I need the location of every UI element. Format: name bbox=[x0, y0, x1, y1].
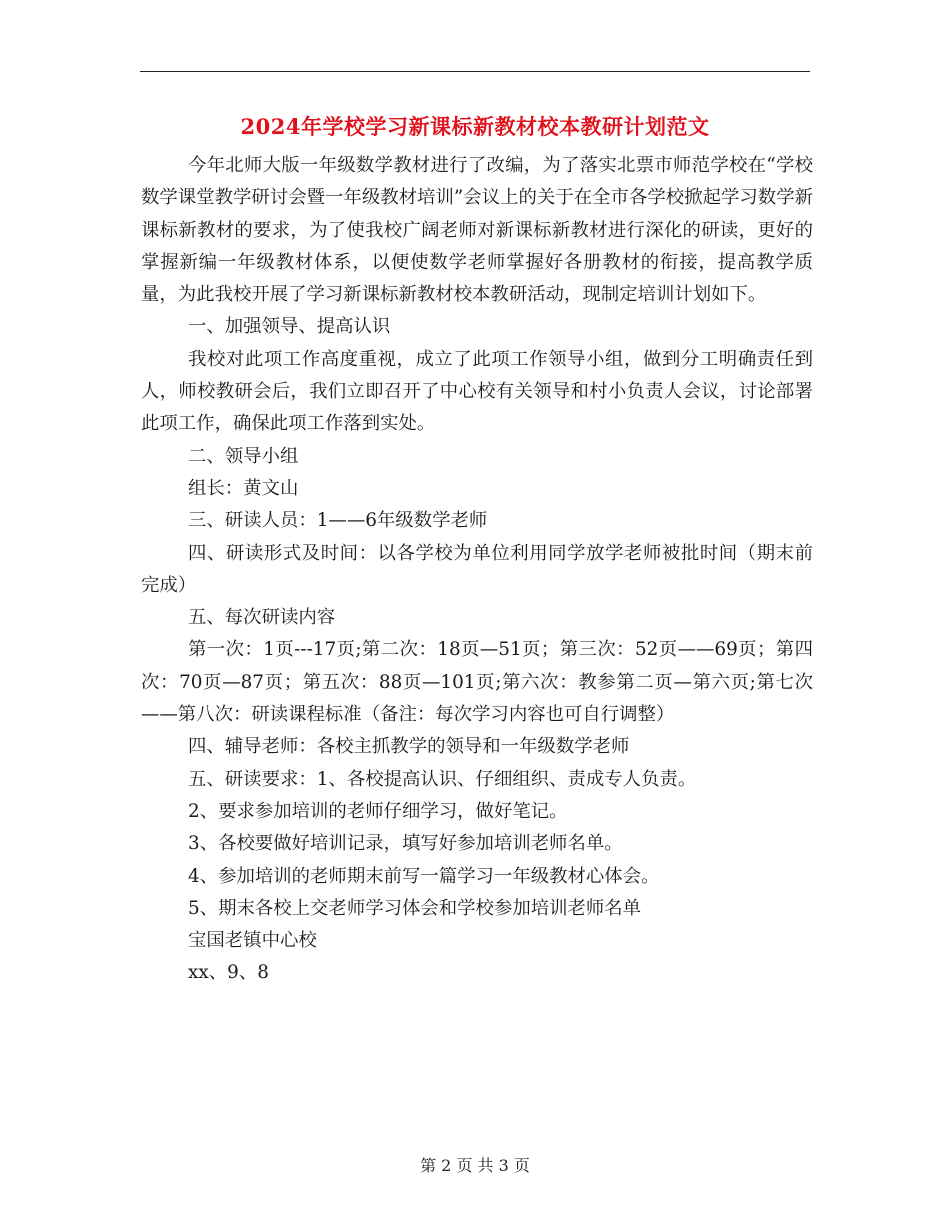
tutor-line: 四、辅导老师：各校主抓教学的领导和一年级数学老师 bbox=[188, 736, 630, 758]
section-paragraph-1: 我校对此项工作高度重视，成立了此项工作领导小组，做到分工明确责任到人，师校教研会后，我们立即召开了中心校有关领导和村小负责人会议，讨论部署此项工作，确保此项工作落到实处。 bbox=[141, 348, 813, 435]
leader-line: 组长：黄文山 bbox=[188, 477, 299, 499]
requirement-line-4: 4、参加培训的老师期末前写一篇学习一年级教材心体会。 bbox=[188, 865, 660, 887]
requirement-line-1: 五、研读要求：1、各校提高认识、仔细组织、责成专人负责。 bbox=[188, 768, 697, 790]
document-body bbox=[141, 150, 813, 990]
section-heading-4: 四、研读形式及时间：以各学校为单位利用同学放学老师被批时间（期末前完成） bbox=[141, 542, 813, 596]
section-heading-2: 二、领导小组 bbox=[188, 445, 299, 467]
signature-organization: 宝国老镇中心校 bbox=[188, 930, 317, 952]
page-number: 第 2 页 共 3 页 bbox=[420, 1156, 530, 1175]
signature-date: xx、9、8 bbox=[188, 962, 269, 984]
section-heading-5: 五、每次研读内容 bbox=[188, 607, 336, 629]
section-heading-3: 三、研读人员：1——6年级数学老师 bbox=[188, 510, 488, 532]
section-heading-1: 一、加强领导、提高认识 bbox=[188, 316, 391, 338]
requirement-line-2: 2、要求参加培训的老师仔细学习，做好笔记。 bbox=[188, 800, 568, 822]
document-title: 2024年学校学习新课标新教材校本教研计划范文 bbox=[240, 114, 710, 139]
requirement-line-3: 3、各校要做好培训记录，填写好参加培训老师名单。 bbox=[188, 833, 623, 855]
header-rule bbox=[140, 71, 810, 72]
requirement-line-5: 5、期末各校上交老师学习体会和学校参加培训老师名单 bbox=[188, 897, 642, 919]
schedule-paragraph: 第一次：1页---17页;第二次：18页—51页；第三次：52页——69页；第四次：70页—87页；第五次：88页—101页;第六次：教参第二页—第六页;第七次——第八次：研读课程标准（备注：每次学习内容也可自行调整） bbox=[141, 639, 813, 726]
intro-paragraph: 今年北师大版一年级数学教材进行了改编，为了落实北票市师范学校在“学校数学课堂教学研讨会暨一年级教材培训”会议上的关于在全市各学校掀起学习数学新课标新教材的要求，为了使我校广阔老师对新课标新教材进行深化的研读，更好的掌握新编一年级教材体系，以便使数学老师掌握好各册教材的衔接，提高教学质量，为此我校开展了学习新课标新教材校本教研活动，现制定培训计划如下。 bbox=[141, 155, 813, 306]
